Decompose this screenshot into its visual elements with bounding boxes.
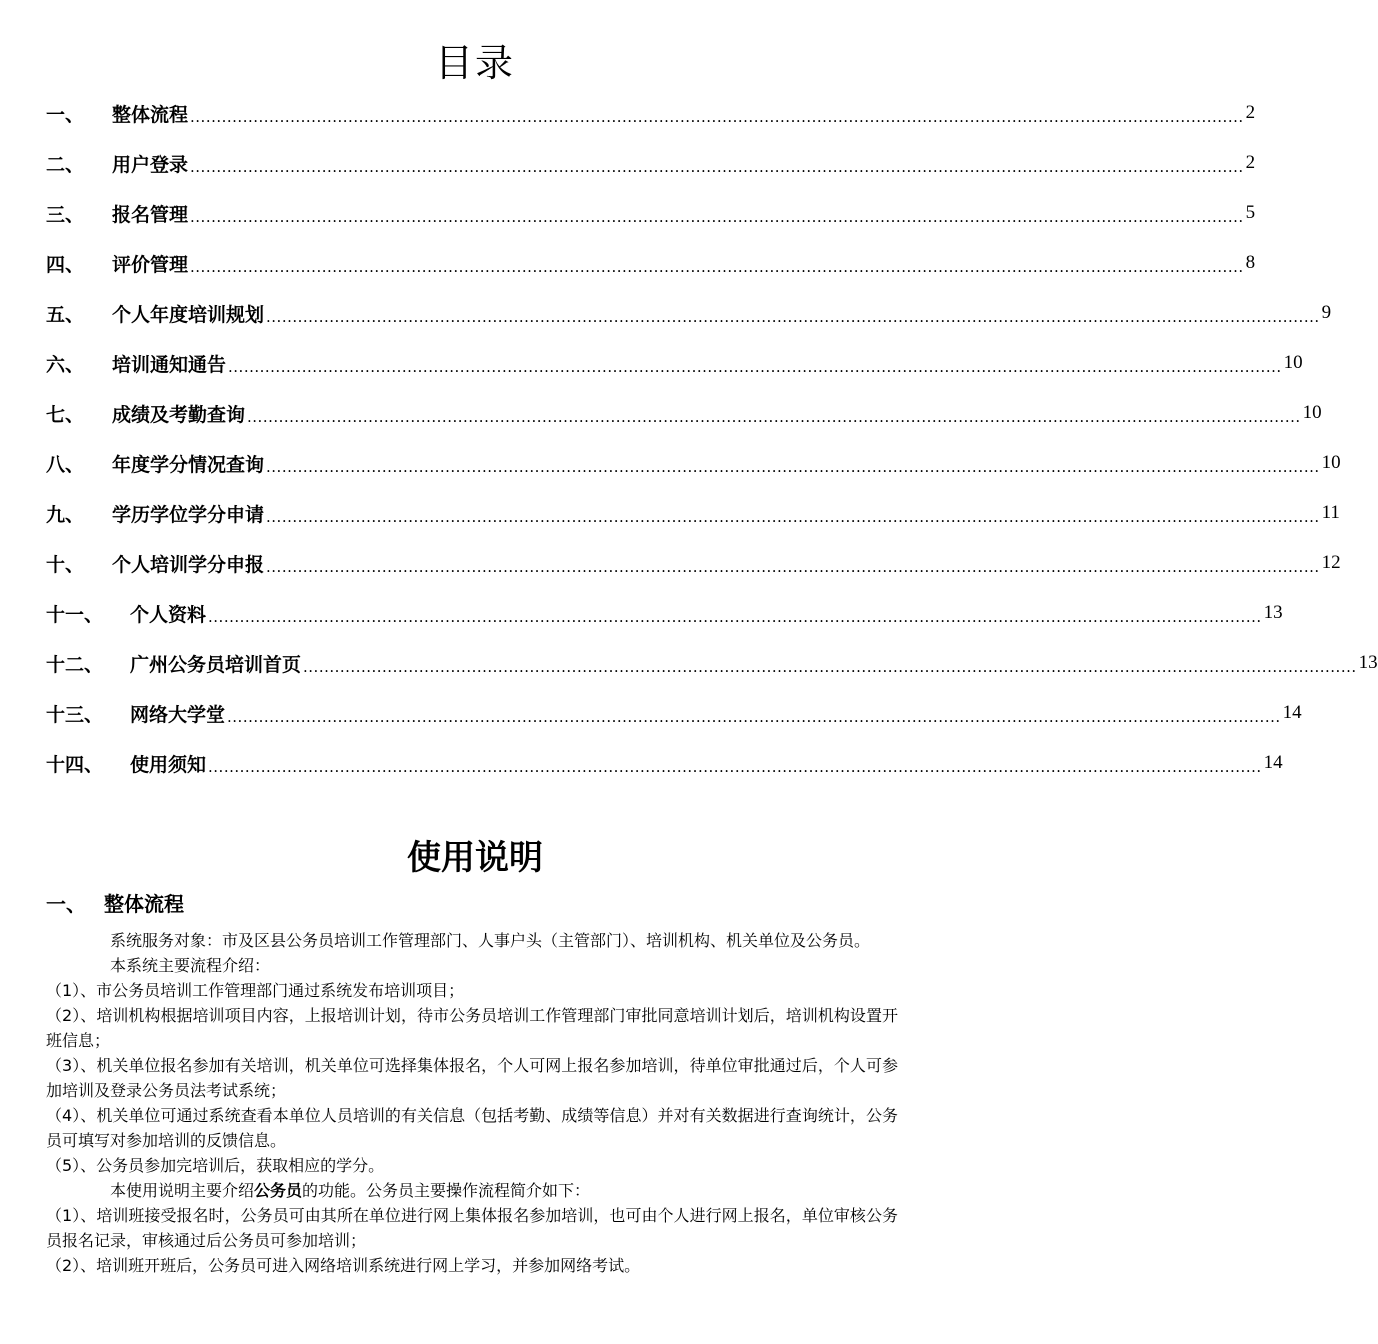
toc-entry-number: 十三、 — [46, 703, 104, 726]
table-of-contents — [46, 88, 1378, 788]
toc-title: 目录 — [434, 41, 515, 85]
paragraph-flow-intro: 本系统主要流程介绍： — [110, 956, 271, 975]
toc-entry-page: 10 — [1321, 452, 1341, 473]
toc-entry-label: 用户登录 — [112, 153, 189, 176]
toc-entry-number: 四、 — [46, 253, 85, 276]
toc-entry-page: 2 — [1245, 102, 1256, 123]
toc-entry-label: 学历学位学分申请 — [112, 503, 265, 526]
toc-entry-label: 年度学分情况查询 — [112, 453, 265, 476]
toc-entry[interactable] — [46, 638, 1378, 688]
toc-entry-label: 成绩及考勤查询 — [112, 403, 246, 426]
toc-dot-leader: ........................................................................................................................................................................................................ — [190, 207, 1244, 226]
toc-entry-page: 2 — [1245, 152, 1256, 173]
toc-entry-number: 一、 — [46, 103, 85, 126]
toc-entry-label: 个人资料 — [130, 603, 207, 626]
toc-entry-number: 八、 — [46, 453, 85, 476]
toc-entry-label: 使用须知 — [130, 753, 207, 776]
toc-dot-leader: ........................................................................................................................................................................................................ — [247, 407, 1301, 426]
section-heading-title: 整体流程 — [104, 892, 184, 916]
toc-dot-leader: ........................................................................................................................................................................................................ — [303, 657, 1357, 676]
flow-step: （2）、培训机构根据培训项目内容，上报培训计划，待市公务员培训工作管理部门审批同意培训计划后，培训机构设置开班信息； — [46, 1006, 898, 1050]
toc-entry[interactable] — [46, 738, 1283, 788]
toc-dot-leader: ........................................................................................................................................................................................................ — [190, 157, 1244, 176]
toc-entry-page: 10 — [1302, 402, 1322, 423]
toc-entry-number: 十四、 — [46, 753, 104, 776]
toc-entry[interactable] — [46, 588, 1283, 638]
toc-entry-page: 5 — [1245, 202, 1256, 223]
manual-scope-suffix: 的功能。公务员主要操作流程简介如下： — [302, 1181, 591, 1200]
toc-entry[interactable] — [46, 188, 1256, 238]
toc-entry-label: 培训通知通告 — [112, 353, 227, 376]
toc-entry-label: 广州公务员培训首页 — [130, 653, 302, 676]
section-heading — [46, 888, 184, 917]
toc-dot-leader: ........................................................................................................................................................................................................ — [190, 107, 1244, 126]
toc-entry-page: 8 — [1245, 252, 1256, 273]
toc-entry[interactable] — [46, 488, 1340, 538]
toc-entry-number: 六、 — [46, 353, 85, 376]
toc-dot-leader: ........................................................................................................................................................................................................ — [190, 257, 1244, 276]
toc-entry-page: 13 — [1263, 602, 1283, 623]
section-heading-number: 一、 — [46, 892, 86, 916]
toc-dot-leader: ........................................................................................................................................................................................................ — [227, 707, 1281, 726]
toc-dot-leader: ........................................................................................................................................................................................................ — [266, 507, 1320, 526]
toc-dot-leader: ........................................................................................................................................................................................................ — [208, 757, 1262, 776]
toc-entry-label: 网络大学堂 — [130, 703, 226, 726]
toc-entry-number: 九、 — [46, 503, 85, 526]
toc-entry-number: 十一、 — [46, 603, 104, 626]
toc-entry[interactable] — [46, 538, 1341, 588]
manual-scope-prefix: 本使用说明主要介绍 — [110, 1181, 255, 1200]
toc-dot-leader: ........................................................................................................................................................................................................ — [208, 607, 1262, 626]
toc-entry[interactable] — [46, 338, 1303, 388]
flow-step: （4）、机关单位可通过系统查看本单位人员培训的有关信息（包括考勤、成绩等信息）并对有关数据进行查询统计，公务员可填写对参加培训的反馈信息。 — [46, 1106, 898, 1150]
flow-step: （5）、公务员参加完培训后，获取相应的学分。 — [46, 1156, 385, 1175]
flow-step: （3）、机关单位报名参加有关培训，机关单位可选择集体报名，个人可网上报名参加培训，待单位审批通过后，个人可参加培训及登录公务员法考试系统； — [46, 1056, 898, 1100]
toc-entry[interactable] — [46, 138, 1256, 188]
toc-entry-page: 12 — [1321, 552, 1341, 573]
toc-entry[interactable] — [46, 238, 1256, 288]
toc-entry-label: 整体流程 — [112, 103, 189, 126]
toc-entry-page: 9 — [1321, 302, 1332, 323]
toc-dot-leader: ........................................................................................................................................................................................................ — [266, 457, 1320, 476]
toc-entry-label: 评价管理 — [112, 253, 189, 276]
toc-entry-page: 14 — [1263, 752, 1283, 773]
flow-step: （1）、市公务员培训工作管理部门通过系统发布培训项目； — [46, 981, 465, 1000]
toc-entry-label: 报名管理 — [112, 203, 189, 226]
toc-entry-number: 七、 — [46, 403, 85, 426]
toc-entry-page: 11 — [1321, 502, 1340, 523]
toc-entry-number: 十二、 — [46, 653, 104, 676]
toc-entry-number: 二、 — [46, 153, 85, 176]
operation-step: （1）、培训班接受报名时，公务员可由其所在单位进行网上集体报名参加培训，也可由个人进行网上报名，单位审核公务员报名记录，审核通过后公务员可参加培训； — [46, 1206, 898, 1250]
toc-entry-number: 十、 — [46, 553, 85, 576]
toc-entry-page: 14 — [1282, 702, 1302, 723]
toc-entry-number: 三、 — [46, 203, 85, 226]
operation-step: （2）、培训班开班后，公务员可进入网络培训系统进行网上学习，并参加网络考试。 — [46, 1256, 641, 1275]
toc-dot-leader: ........................................................................................................................................................................................................ — [228, 357, 1282, 376]
toc-entry[interactable] — [46, 388, 1322, 438]
section-body — [46, 928, 898, 1278]
toc-dot-leader: ........................................................................................................................................................................................................ — [266, 557, 1320, 576]
toc-entry-number: 五、 — [46, 303, 85, 326]
manual-scope-emphasis: 公务员 — [254, 1181, 303, 1200]
toc-entry[interactable] — [46, 288, 1332, 338]
toc-entry-label: 个人培训学分申报 — [112, 553, 265, 576]
toc-dot-leader: ........................................................................................................................................................................................................ — [266, 307, 1320, 326]
toc-entry[interactable] — [46, 88, 1256, 138]
toc-entry[interactable] — [46, 688, 1302, 738]
toc-entry-page: 10 — [1283, 352, 1303, 373]
toc-entry-page: 13 — [1358, 652, 1378, 673]
paragraph-manual-scope — [46, 1178, 898, 1203]
paragraph-service-target: 系统服务对象：市及区县公务员培训工作管理部门、人事户头（主管部门）、培训机构、机关单位及公务员。 — [110, 931, 871, 950]
manual-title: 使用说明 — [407, 838, 543, 878]
toc-entry[interactable] — [46, 438, 1341, 488]
toc-entry-label: 个人年度培训规划 — [112, 303, 265, 326]
